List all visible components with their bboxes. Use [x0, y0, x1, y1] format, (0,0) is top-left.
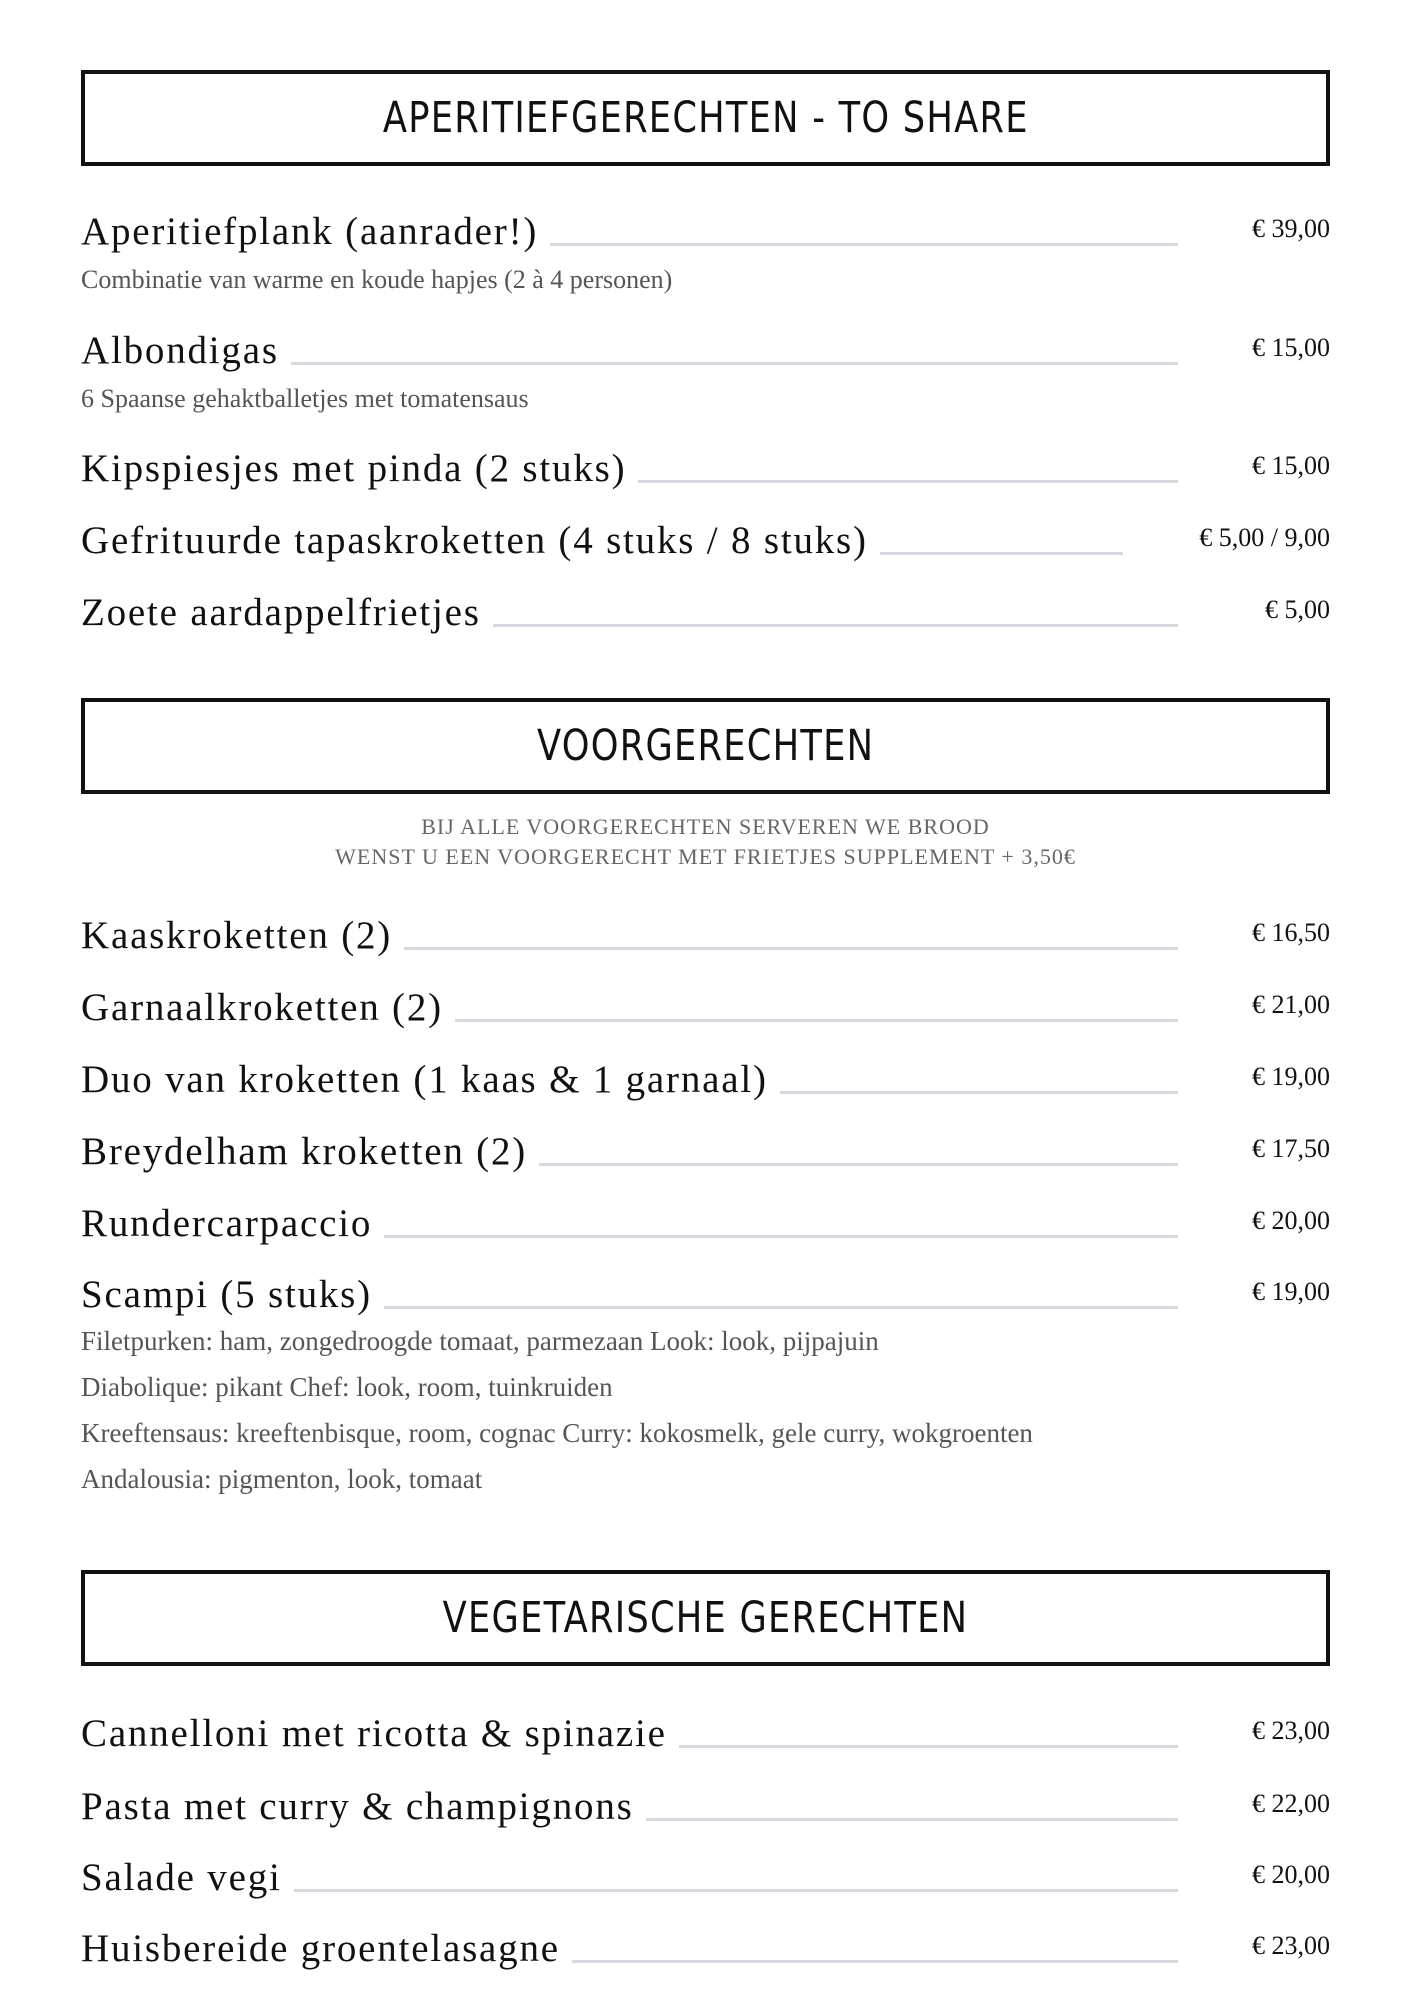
- item-description: Combinatie van warme en koude hapjes (2 à 4 personen): [81, 265, 673, 294]
- item-price: € 5,00: [1265, 595, 1330, 624]
- item-name: Huisbereide groentelasagne: [81, 1927, 560, 1970]
- dotted-leader: [455, 1019, 1178, 1022]
- dotted-leader: [493, 624, 1178, 627]
- item-price: € 23,00: [1252, 1716, 1330, 1745]
- item-name: Cannelloni met ricotta & spinazie: [81, 1712, 667, 1755]
- menu-item: [81, 331, 1330, 412]
- item-price: € 39,00: [1252, 214, 1330, 243]
- item-price: € 15,00: [1252, 333, 1330, 362]
- variant-line: Andalousia: pigmenton, look, tomaat: [81, 1464, 483, 1494]
- item-name: Salade vegi: [81, 1856, 282, 1899]
- section-note: WENST U EEN VOORGERECHT MET FRIETJES SUPPLEMENT + 3,50€: [335, 844, 1076, 869]
- section-header-aperitief: [81, 70, 1330, 166]
- menu-item: [81, 1787, 1330, 1826]
- variant-line: Diabolique: pikant Chef: look, room, tuinkruiden: [81, 1372, 613, 1402]
- menu-item: [81, 1275, 1330, 1314]
- menu-item: [81, 521, 1330, 560]
- section-note: BIJ ALLE VOORGERECHTEN SERVEREN WE BROOD: [421, 814, 990, 839]
- item-price: € 21,00: [1252, 990, 1330, 1019]
- variant-line: Kreeftensaus: kreeftenbisque, room, cognac Curry: kokosmelk, gele curry, wokgroenten: [81, 1418, 1033, 1448]
- menu-item: [81, 916, 1330, 955]
- dotted-leader: [638, 480, 1178, 483]
- dotted-leader: [291, 362, 1178, 365]
- menu-item: [81, 1204, 1330, 1243]
- item-name: Kaaskroketten (2): [81, 914, 393, 957]
- section-header-vegetarisch: [81, 1570, 1330, 1666]
- section-title: VEGETARISCHE GERECHTEN: [442, 1593, 969, 1643]
- menu-item: [81, 1858, 1330, 1897]
- menu-item: [81, 593, 1330, 632]
- section-header-voorgerechten: [81, 698, 1330, 794]
- item-price: € 20,00: [1252, 1860, 1330, 1889]
- item-name: Gefrituurde tapaskroketten (4 stuks / 8 stuks): [81, 519, 868, 562]
- menu-item: [81, 1132, 1330, 1171]
- item-name: Duo van kroketten (1 kaas & 1 garnaal): [81, 1058, 768, 1101]
- dotted-leader: [294, 1889, 1178, 1892]
- dotted-leader: [572, 1960, 1178, 1963]
- dotted-leader: [780, 1091, 1178, 1094]
- dotted-leader: [880, 552, 1123, 555]
- item-name: Pasta met curry & champignons: [81, 1785, 634, 1828]
- item-price: € 16,50: [1252, 918, 1330, 947]
- dotted-leader: [404, 947, 1178, 950]
- menu-item: [81, 1714, 1330, 1753]
- dotted-leader: [646, 1818, 1178, 1821]
- item-price: € 22,00: [1252, 1789, 1330, 1818]
- item-description: 6 Spaanse gehaktballetjes met tomatensaus: [81, 384, 529, 413]
- item-name: Breydelham kroketten (2): [81, 1130, 528, 1173]
- item-name: Zoete aardappelfrietjes: [81, 591, 481, 634]
- section-notes: [81, 812, 1330, 872]
- dotted-leader: [679, 1745, 1178, 1748]
- variant-line: Filetpurken: ham, zongedroogde tomaat, parmezaan Look: look, pijpajuin: [81, 1326, 879, 1356]
- dotted-leader: [550, 243, 1178, 246]
- dotted-leader: [384, 1306, 1178, 1309]
- item-name: Kipspiesjes met pinda (2 stuks): [81, 447, 627, 490]
- menu-item: [81, 449, 1330, 488]
- item-name: Rundercarpaccio: [81, 1202, 373, 1245]
- item-name: Scampi (5 stuks): [81, 1273, 372, 1316]
- item-price: € 19,00: [1252, 1277, 1330, 1306]
- menu-item: [81, 1929, 1330, 1968]
- section-title: APERITIEFGERECHTEN - TO SHARE: [382, 93, 1029, 143]
- item-price: € 17,50: [1252, 1134, 1330, 1163]
- item-price: € 15,00: [1252, 451, 1330, 480]
- section-title: VOORGERECHTEN: [536, 721, 875, 771]
- item-price: € 19,00: [1252, 1062, 1330, 1091]
- item-price: € 23,00: [1252, 1931, 1330, 1960]
- item-name: Garnaalkroketten (2): [81, 986, 443, 1029]
- item-price: € 5,00 / 9,00: [1199, 523, 1330, 552]
- menu-item: [81, 988, 1330, 1027]
- menu-item: [81, 212, 1330, 293]
- item-price: € 20,00: [1252, 1206, 1330, 1235]
- dotted-leader: [539, 1163, 1178, 1166]
- dotted-leader: [384, 1235, 1178, 1238]
- menu-item: [81, 1060, 1330, 1099]
- item-name: Aperitiefplank (aanrader!): [81, 210, 539, 253]
- item-name: Albondigas: [81, 329, 279, 372]
